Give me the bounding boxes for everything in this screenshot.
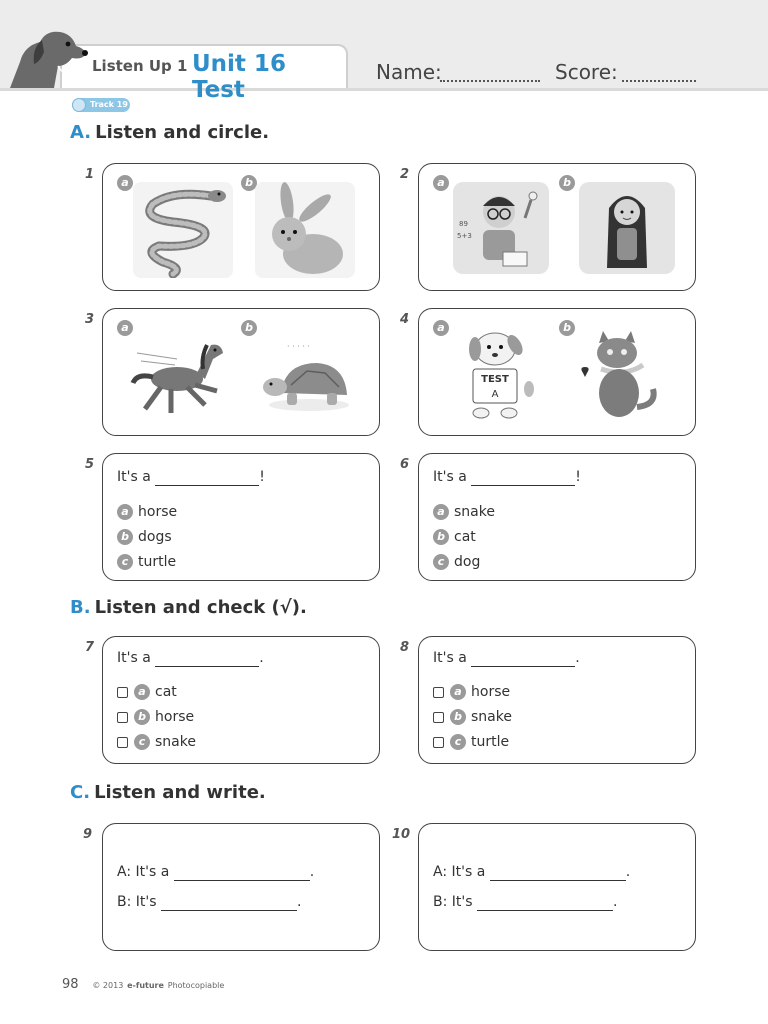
- section-c-title: [70, 782, 266, 803]
- score-label: Score:: [555, 60, 618, 84]
- option-b-marker: b: [241, 175, 257, 191]
- question-number: 9: [83, 827, 93, 842]
- answer-blank[interactable]: [155, 469, 259, 486]
- question-number: 4: [400, 312, 410, 327]
- question-number: 10: [392, 827, 411, 842]
- question-6-box: [418, 453, 696, 581]
- brand-logo: e-future: [127, 981, 164, 990]
- option-text: snake: [471, 709, 512, 725]
- option-c[interactable]: [117, 733, 196, 751]
- checkbox[interactable]: [433, 737, 444, 748]
- section-b-text: Listen and check (√).: [94, 597, 307, 618]
- stem-suffix: .: [575, 650, 580, 666]
- track-badge[interactable]: [72, 98, 130, 112]
- checkbox[interactable]: [433, 712, 444, 723]
- stem-suffix: !: [575, 469, 581, 485]
- question-10-box: [418, 823, 696, 951]
- option-a[interactable]: [117, 503, 177, 521]
- option-a-marker: a: [433, 175, 449, 191]
- boy-student-icon[interactable]: [453, 182, 549, 274]
- dialogue-line-b: [117, 894, 301, 911]
- stem-prefix: It's a: [117, 650, 151, 666]
- dialogue-line-a: [117, 864, 314, 881]
- option-b-marker: b: [450, 709, 466, 725]
- line-end: .: [309, 864, 315, 880]
- question-stem: [433, 650, 580, 667]
- answer-blank[interactable]: [471, 650, 575, 667]
- page-number: 98: [62, 977, 79, 992]
- page-footer: [62, 977, 224, 992]
- option-text: snake: [155, 734, 196, 750]
- question-number: 8: [400, 640, 410, 655]
- line-a-text: A: It's a: [433, 864, 486, 880]
- question-2-box: [418, 163, 696, 291]
- rabbit-icon[interactable]: [255, 182, 355, 278]
- option-text: dogs: [138, 529, 172, 545]
- question-3-box: [102, 308, 380, 436]
- option-b-marker: b: [559, 320, 575, 336]
- line-a-text: A: It's a: [117, 864, 170, 880]
- question-number: 3: [85, 312, 95, 327]
- question-stem: [117, 469, 265, 486]
- option-c-marker: c: [433, 554, 449, 570]
- option-text: cat: [454, 529, 476, 545]
- option-a[interactable]: [433, 503, 495, 521]
- question-stem: [117, 650, 264, 667]
- answer-blank[interactable]: [174, 864, 310, 881]
- svg-text:· · · · ·: · · · · ·: [287, 342, 310, 351]
- checkbox[interactable]: [433, 687, 444, 698]
- option-a-marker: a: [117, 504, 133, 520]
- checkbox[interactable]: [117, 712, 128, 723]
- question-4-box: [418, 308, 696, 436]
- section-c-text: Listen and write.: [94, 782, 266, 803]
- question-8-box: [418, 636, 696, 764]
- option-b[interactable]: [117, 708, 194, 726]
- copyright: © 2013: [92, 981, 124, 990]
- option-a-marker: a: [117, 175, 133, 191]
- option-a[interactable]: [433, 683, 510, 701]
- option-b[interactable]: [433, 528, 476, 546]
- section-c-letter: C.: [70, 782, 91, 803]
- series-title: Listen Up 1: [92, 57, 188, 75]
- question-9-box: [102, 823, 380, 951]
- answer-blank[interactable]: [477, 894, 613, 911]
- question-1-box: [102, 163, 380, 291]
- line-end: .: [297, 894, 302, 910]
- option-a[interactable]: [117, 683, 177, 701]
- answer-blank[interactable]: [161, 894, 297, 911]
- photocopiable-note: Photocopiable: [167, 981, 225, 990]
- dog-mascot-icon: [2, 22, 92, 88]
- option-c[interactable]: [117, 553, 176, 571]
- turtle-icon[interactable]: [261, 339, 355, 419]
- name-field[interactable]: [440, 80, 540, 82]
- stem-suffix: .: [259, 650, 264, 666]
- stem-prefix: It's a: [117, 469, 151, 485]
- option-text: turtle: [138, 554, 177, 570]
- section-a-title: [70, 122, 269, 143]
- section-a-text: Listen and circle.: [95, 122, 270, 143]
- line-end: .: [613, 894, 618, 910]
- option-text: dog: [454, 554, 481, 570]
- stem-suffix: !: [259, 469, 265, 485]
- option-c-marker: c: [117, 554, 133, 570]
- line-b-text: B: It's: [117, 894, 157, 910]
- stem-prefix: It's a: [433, 650, 467, 666]
- title-tab: [60, 44, 348, 103]
- option-b-marker: b: [134, 709, 150, 725]
- section-b-title: [70, 597, 307, 618]
- score-field[interactable]: [622, 80, 696, 82]
- line-end: .: [625, 864, 631, 880]
- option-b-marker: b: [433, 529, 449, 545]
- option-a-marker: a: [433, 504, 449, 520]
- svg-text:89: 89: [459, 220, 468, 228]
- test-sign-text: TEST: [481, 374, 509, 385]
- horse-icon[interactable]: [127, 333, 231, 419]
- line-b-text: B: It's: [433, 894, 473, 910]
- answer-blank[interactable]: [490, 864, 626, 881]
- snake-icon[interactable]: [133, 182, 233, 278]
- option-c[interactable]: [433, 553, 480, 571]
- question-5-box: [102, 453, 380, 581]
- option-text: snake: [454, 504, 495, 520]
- option-text: turtle: [471, 734, 510, 750]
- cat-icon[interactable]: [569, 327, 669, 423]
- svg-text:5+3: 5+3: [457, 232, 472, 240]
- question-7-box: [102, 636, 380, 764]
- checkbox[interactable]: [117, 687, 128, 698]
- question-number: 2: [400, 167, 410, 182]
- unit-title: Unit 16 Test: [192, 51, 286, 103]
- svg-text:A: A: [491, 389, 499, 400]
- option-b-marker: b: [559, 175, 575, 191]
- dog-test-icon[interactable]: [459, 327, 549, 423]
- option-a-marker: a: [433, 320, 449, 336]
- track-label: Track 19: [90, 100, 128, 109]
- question-number: 5: [85, 457, 95, 472]
- checkbox[interactable]: [117, 737, 128, 748]
- option-b-marker: b: [241, 320, 257, 336]
- option-text: horse: [155, 709, 195, 725]
- option-c-marker: c: [134, 734, 150, 750]
- header-divider: [0, 88, 768, 91]
- option-a-marker: a: [450, 684, 466, 700]
- question-number: 6: [400, 457, 410, 472]
- question-number: 1: [85, 167, 95, 182]
- dialogue-line-a: [433, 864, 630, 881]
- option-text: cat: [155, 684, 177, 700]
- section-a-letter: A.: [70, 122, 92, 143]
- option-text: horse: [471, 684, 511, 700]
- cd-icon: [72, 98, 86, 112]
- question-number: 7: [85, 640, 95, 655]
- name-label: Name:: [376, 60, 442, 84]
- stem-prefix: It's a: [433, 469, 467, 485]
- option-c[interactable]: [433, 733, 509, 751]
- section-b-letter: B.: [70, 597, 91, 618]
- girl-icon[interactable]: [579, 182, 675, 274]
- option-a-marker: a: [134, 684, 150, 700]
- dialogue-line-b: [433, 894, 617, 911]
- option-b[interactable]: [117, 528, 172, 546]
- option-b[interactable]: [433, 708, 512, 726]
- option-a-marker: a: [117, 320, 133, 336]
- answer-blank[interactable]: [155, 650, 259, 667]
- option-b-marker: b: [117, 529, 133, 545]
- answer-blank[interactable]: [471, 469, 575, 486]
- option-text: horse: [138, 504, 178, 520]
- question-stem: [433, 469, 581, 486]
- option-c-marker: c: [450, 734, 466, 750]
